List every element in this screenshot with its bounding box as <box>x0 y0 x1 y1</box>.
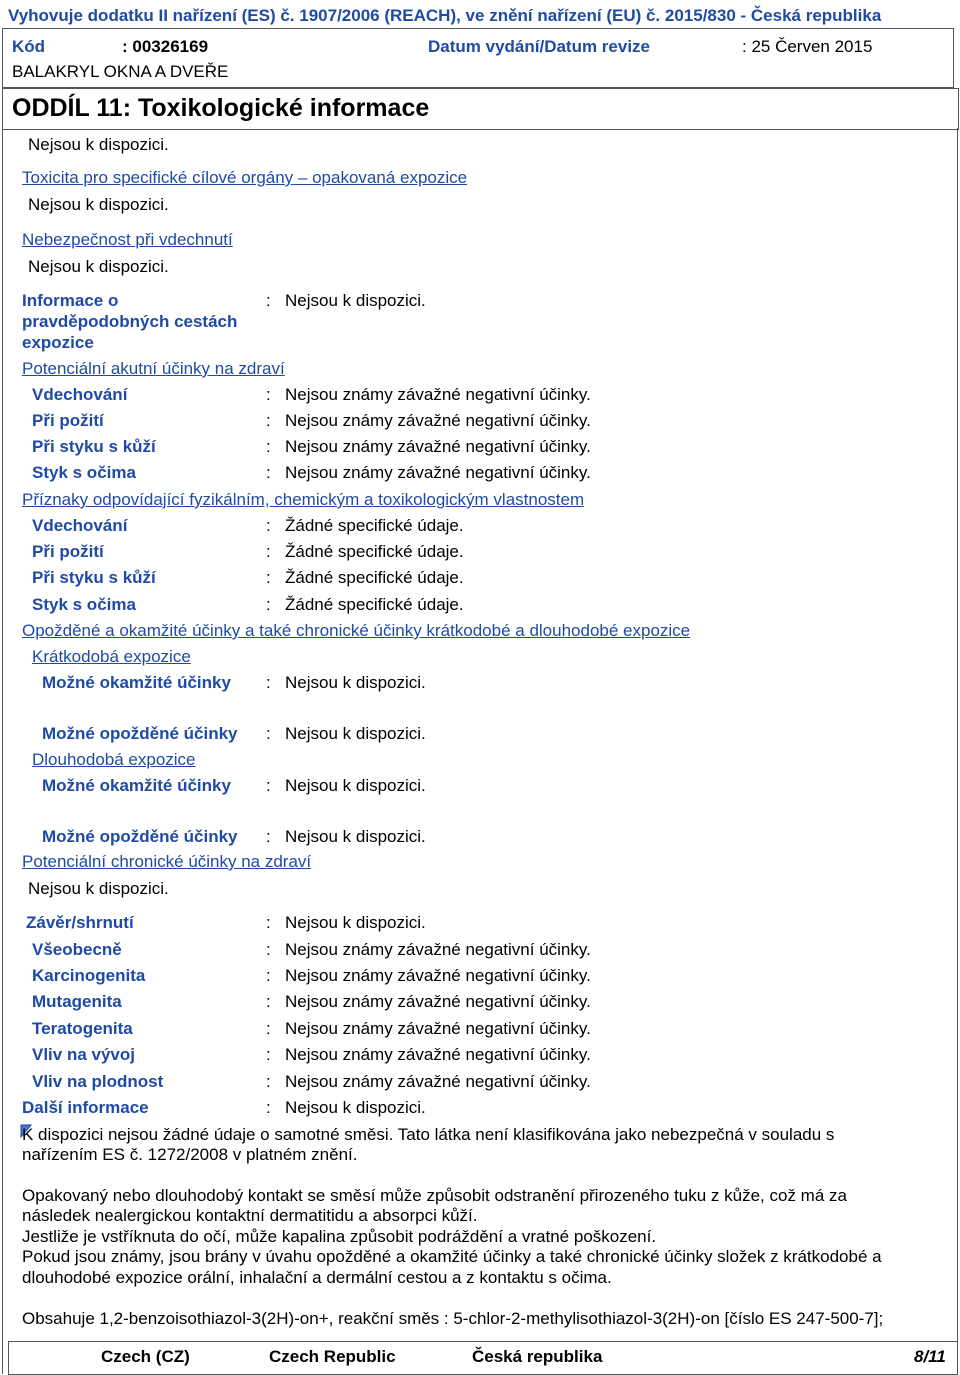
contains-note: Obsahuje 1,2-benzoisothiazol-3(2H)-on+, reakční směs : 5-chlor-2-methylisothiazol-3(2H)-on [číslo ES 247-500-7]; <box>22 1309 884 1328</box>
symptom-row-value: Žádné specifické údaje. <box>285 542 464 561</box>
colon: : <box>266 463 271 482</box>
right-rule <box>957 128 958 1374</box>
acute-row-value: Nejsou známy závažné negativní účinky. <box>285 411 591 430</box>
colon: : <box>266 516 271 535</box>
colon: : <box>266 1045 271 1064</box>
date-label: Datum vydání/Datum revize <box>428 37 651 56</box>
footer-country-local: Česká republika <box>472 1347 603 1366</box>
not-available-text: Nejsou k dispozici. <box>28 879 169 898</box>
symptom-row-label: Styk s očima <box>32 595 136 614</box>
symptom-row-value: Žádné specifické údaje. <box>285 516 464 535</box>
acute-row-label: Vdechování <box>32 385 128 404</box>
colon: : <box>266 595 271 614</box>
long-term-row-value: Nejsou k dispozici. <box>285 827 426 846</box>
chronic-row-value: Nejsou známy závažné negativní účinky. <box>285 1019 591 1038</box>
section-title: ODDÍL 11: Toxikologické informace <box>12 94 430 122</box>
colon: : <box>266 568 271 587</box>
left-rule <box>2 128 3 1374</box>
symptom-row-value: Žádné specifické údaje. <box>285 595 464 614</box>
routes-label-line2: pravděpodobných cestách <box>22 312 238 331</box>
colon: : <box>266 673 271 692</box>
chronic-row-value: Nejsou známy závažné negativní účinky. <box>285 1045 591 1064</box>
regulation-title: Vyhovuje dodatku II nařízení (ES) č. 1907/2006 (REACH), ve znění nařízení (EU) č. 2015/830 - Česká republika <box>8 6 882 25</box>
exposure-note-line1: Opakovaný nebo dlouhodobý kontakt se směsí může způsobit odstranění přirozeného tuku z kůže, což má za <box>22 1186 847 1205</box>
acute-row-value: Nejsou známy závažné negativní účinky. <box>285 385 591 404</box>
colon: : <box>266 1072 271 1091</box>
mixture-note-line2: nařízením ES č. 1272/2008 v platném znění. <box>22 1145 358 1164</box>
colon: : <box>266 437 271 456</box>
footer-page-number: 8/11 <box>914 1347 946 1366</box>
chronic-row-label: Mutagenita <box>32 992 122 1011</box>
colon: : <box>266 966 271 985</box>
chronic-row-value: Nejsou známy závažné negativní účinky. <box>285 1072 591 1091</box>
colon: : <box>266 827 271 846</box>
acute-row-value: Nejsou známy závažné negativní účinky. <box>285 463 591 482</box>
long-term-row-label: Možné okamžité účinky <box>42 776 231 795</box>
symptom-row-label: Při požití <box>32 542 104 561</box>
long-term-row-value: Nejsou k dispozici. <box>285 776 426 795</box>
chronic-row-value: Nejsou k dispozici. <box>285 1098 426 1117</box>
symptom-row-label: Vdechování <box>32 516 128 535</box>
long-term-heading: Dlouhodobá expozice <box>32 750 196 769</box>
symptoms-heading: Příznaky odpovídající fyzikálním, chemickým a toxikologickým vlastnostem <box>22 490 585 509</box>
short-term-row-label: Možné opožděné účinky <box>42 724 238 743</box>
short-term-heading: Krátkodobá expozice <box>32 647 191 666</box>
mixture-note-line1: K dispozici nejsou žádné údaje o samotné směsi. Tato látka není klasifikována jako nebezpečná v souladu s <box>22 1125 835 1144</box>
chronic-row-label: Další informace <box>22 1098 149 1117</box>
chronic-row-label: Teratogenita <box>32 1019 133 1038</box>
exposure-note-line2: následek nealergickou kontaktní dermatitidu a absorpci kůží. <box>22 1206 478 1225</box>
routes-label-line3: expozice <box>22 333 94 352</box>
colon: : <box>266 411 271 430</box>
short-term-row-value: Nejsou k dispozici. <box>285 673 426 692</box>
symptom-row-value: Žádné specifické údaje. <box>285 568 464 587</box>
acute-row-label: Při styku s kůží <box>32 437 156 456</box>
acute-row-label: Styk s očima <box>32 463 136 482</box>
chronic-effects-heading: Potenciální chronické účinky na zdraví <box>22 852 312 871</box>
chronic-row-value: Nejsou k dispozici. <box>285 913 426 932</box>
acute-effects-heading: Potenciální akutní účinky na zdraví <box>22 359 285 378</box>
acute-row-value: Nejsou známy závažné negativní účinky. <box>285 437 591 456</box>
exposure-note-line3: Jestliže je vstříknuta do očí, může kapalina způsobit podráždění a vratné poškození. <box>22 1227 657 1246</box>
colon: : <box>266 385 271 404</box>
long-term-row-label: Možné opožděné účinky <box>42 827 238 846</box>
product-name: BALAKRYL OKNA A DVEŘE <box>12 62 229 81</box>
routes-label-line1: Informace o <box>22 291 119 310</box>
colon: : <box>266 724 271 743</box>
footer-country: Czech Republic <box>269 1347 396 1366</box>
colon: : <box>266 913 271 932</box>
colon: : <box>266 542 271 561</box>
chronic-row-label: Vliv na vývoj <box>32 1045 135 1064</box>
aspiration-heading: Nebezpečnost při vdechnutí <box>22 230 233 249</box>
chronic-row-label: Všeobecně <box>32 940 122 959</box>
colon: : <box>266 776 271 795</box>
routes-value: Nejsou k dispozici. <box>285 291 426 310</box>
code-value: : 00326169 <box>122 37 209 56</box>
chronic-row-value: Nejsou známy závažné negativní účinky. <box>285 940 591 959</box>
acute-row-label: Při požití <box>32 411 104 430</box>
exposure-note-line5: dlouhodobé expozice orální, inhalační a dermální cestou a z kontaktu s očima. <box>22 1268 612 1287</box>
chronic-row-label: Závěr/shrnutí <box>26 913 134 932</box>
short-term-row-label: Možné okamžité účinky <box>42 673 231 692</box>
colon: : <box>266 1019 271 1038</box>
short-term-row-value: Nejsou k dispozici. <box>285 724 426 743</box>
chronic-row-value: Nejsou známy závažné negativní účinky. <box>285 966 591 985</box>
colon: : <box>266 992 271 1011</box>
chronic-row-value: Nejsou známy závažné negativní účinky. <box>285 992 591 1011</box>
colon: : <box>266 291 271 310</box>
chronic-row-label: Karcinogenita <box>32 966 146 985</box>
stot-repeated-heading: Toxicita pro specifické cílové orgány – opakovaná expozice <box>22 168 468 187</box>
code-label: Kód <box>12 37 46 56</box>
colon: : <box>266 940 271 959</box>
footer-language: Czech (CZ) <box>101 1347 190 1366</box>
chronic-row-label: Vliv na plodnost <box>32 1072 164 1091</box>
date-value: : 25 Červen 2015 <box>742 37 873 56</box>
colon: : <box>266 1098 271 1117</box>
delayed-effects-heading: Opožděné a okamžité účinky a také chronické účinky krátkodobé a dlouhodobé expozice <box>22 621 691 640</box>
not-available-text: Nejsou k dispozici. <box>28 257 169 276</box>
exposure-note-line4: Pokud jsou známy, jsou brány v úvahu opožděné a okamžité účinky a také chronické účinky složek z krátkodobé a <box>22 1247 882 1266</box>
not-available-text: Nejsou k dispozici. <box>28 195 169 214</box>
symptom-row-label: Při styku s kůží <box>32 568 156 587</box>
not-available-text: Nejsou k dispozici. <box>28 135 169 154</box>
